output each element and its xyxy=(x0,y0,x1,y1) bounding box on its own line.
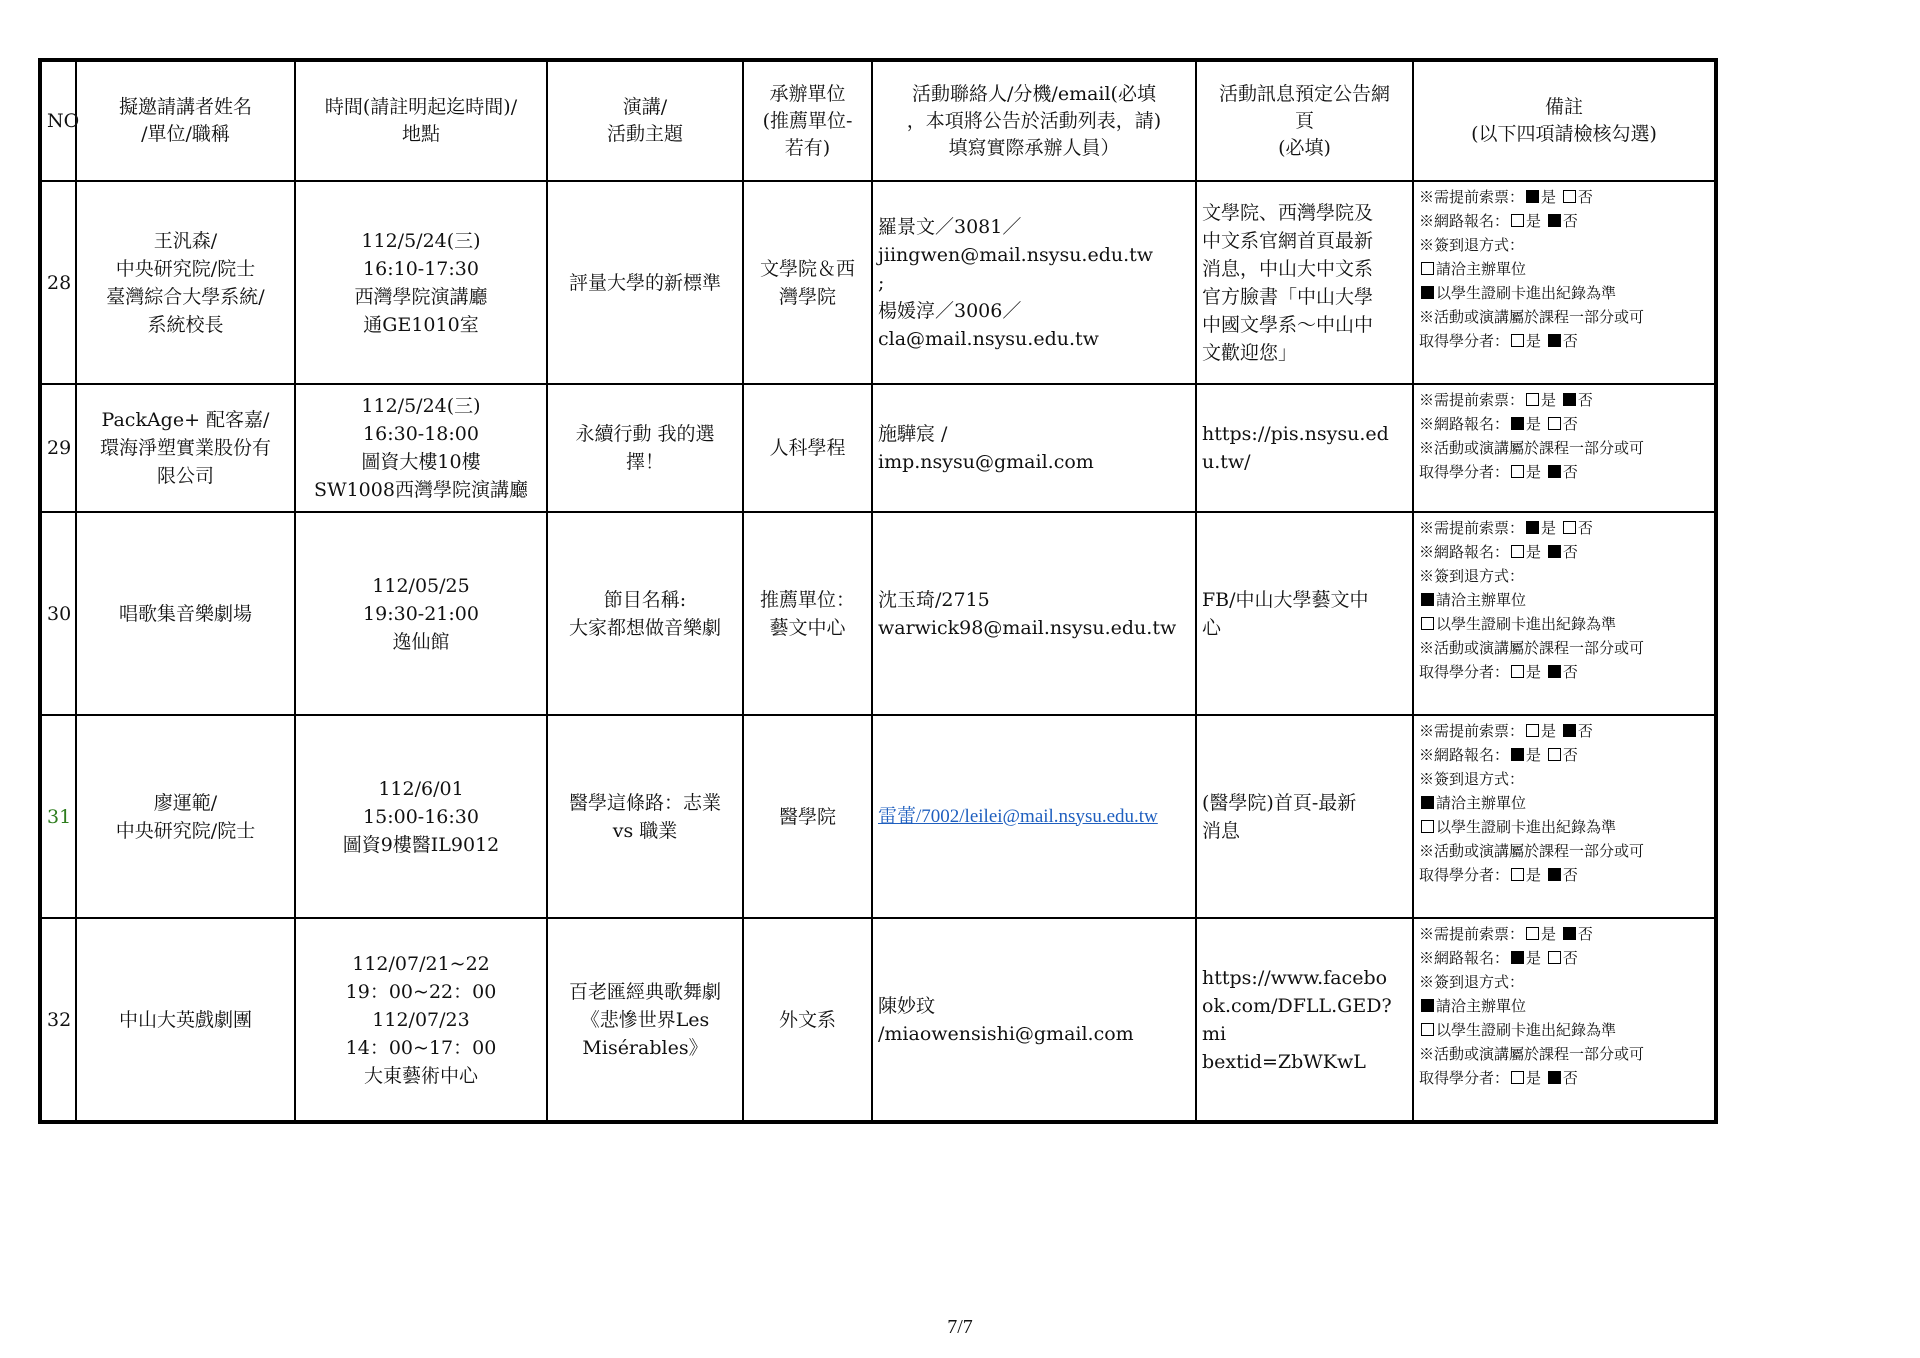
topic-cell xyxy=(547,512,743,715)
topic-cell xyxy=(547,715,743,918)
header-org xyxy=(743,60,872,181)
no-label: 否 xyxy=(1577,722,1593,740)
page-number: 7/7 xyxy=(947,1316,973,1338)
row-number: 28 xyxy=(40,181,76,384)
credit-label: 取得學分者： xyxy=(1419,463,1510,481)
speaker-cell xyxy=(76,384,295,512)
text-line: 臺灣綜合大學系統/ xyxy=(106,285,265,308)
yes-label: 是 xyxy=(1526,543,1542,561)
ticket-label: ※需提前索票： xyxy=(1419,722,1525,740)
signin-label: ※簽到退方式： xyxy=(1419,236,1525,254)
online-no-checkbox[interactable] xyxy=(1548,545,1561,558)
speaker-cell xyxy=(76,512,295,715)
text-line: jiingwen@mail.nsysu.edu.tw xyxy=(878,243,1154,266)
text-line: /miaowensishi@gmail.com xyxy=(878,1022,1134,1045)
text-line: SW1008西灣學院演講廳 xyxy=(314,479,528,501)
text-line: 中文系官網首頁最新 xyxy=(1202,229,1374,252)
online-registration-line xyxy=(1419,412,1709,436)
text-line: 文學院＆西 xyxy=(759,257,855,280)
card-label: 以學生證刷卡進出紀錄為準 xyxy=(1436,615,1617,633)
text-line: 填寫實際承辦人員） xyxy=(948,136,1120,159)
remarks-checklist xyxy=(1413,918,1716,1122)
ticket-yes-checkbox[interactable] xyxy=(1526,393,1539,406)
no-label: 否 xyxy=(1562,543,1578,561)
ticket-no-checkbox[interactable] xyxy=(1563,927,1576,940)
no-label: 否 xyxy=(1562,866,1578,884)
speaker-cell xyxy=(76,918,295,1122)
online-yes-checkbox[interactable] xyxy=(1511,214,1524,227)
text-line: 中央研究院/院士 xyxy=(115,257,256,280)
text-line: 節目名稱: xyxy=(603,588,687,611)
header-topic xyxy=(547,60,743,181)
speaker-cell xyxy=(76,181,295,384)
online-yes-checkbox[interactable] xyxy=(1511,417,1524,430)
signin-card-line xyxy=(1419,612,1709,636)
text-line: ，本項將公告於活動列表，請) xyxy=(906,109,1162,132)
credit-label: ※活動或演講屬於課程一部分或可 xyxy=(1419,639,1645,657)
signin-contact-org-line xyxy=(1419,791,1709,815)
ticket-no-checkbox[interactable] xyxy=(1563,190,1576,203)
organizer-cell xyxy=(743,181,872,384)
signin-card-checkbox[interactable] xyxy=(1421,286,1434,299)
ticket-no-checkbox[interactable] xyxy=(1563,393,1576,406)
text-line: 大東藝術中心 xyxy=(363,1064,478,1087)
credit-line xyxy=(1419,839,1709,863)
signin-contact-org-checkbox[interactable] xyxy=(1421,262,1434,275)
text-line: 心 xyxy=(1202,616,1222,639)
text-line: 文學院、西灣學院及 xyxy=(1202,201,1374,224)
online-yes-checkbox[interactable] xyxy=(1511,748,1524,761)
speaker-cell xyxy=(76,715,295,918)
ticket-label: ※需提前索票： xyxy=(1419,519,1525,537)
text-line: 系統校長 xyxy=(147,313,224,336)
yes-label: 是 xyxy=(1526,415,1542,433)
time-location-cell xyxy=(295,384,547,512)
ticket-yes-checkbox[interactable] xyxy=(1526,190,1539,203)
text-line: Misérables》 xyxy=(582,1036,708,1059)
text-line: (醫學院)首頁-最新 xyxy=(1202,791,1357,814)
contact-cell xyxy=(872,918,1196,1122)
ticket-no-checkbox[interactable] xyxy=(1563,521,1576,534)
text-line: ok.com/DFLL.GED?mi xyxy=(1202,994,1392,1045)
text-line: 活動主題 xyxy=(606,123,683,145)
text-line: /單位/職稱 xyxy=(141,123,230,145)
ticket-label: ※需提前索票： xyxy=(1419,925,1525,943)
yes-label: 是 xyxy=(1526,212,1542,230)
card-label: 以學生證刷卡進出紀錄為準 xyxy=(1436,284,1617,302)
webpage-cell xyxy=(1196,181,1413,384)
signin-card-checkbox[interactable] xyxy=(1421,1023,1434,1036)
ticket-no-checkbox[interactable] xyxy=(1563,724,1576,737)
remarks-checklist xyxy=(1413,715,1716,918)
text-line: 演講/ xyxy=(622,96,668,118)
no-label: 否 xyxy=(1562,746,1578,764)
ticket-line xyxy=(1419,719,1709,743)
credit-line xyxy=(1419,1042,1709,1066)
remarks-checklist xyxy=(1413,384,1716,512)
yes-label: 是 xyxy=(1541,519,1557,537)
no-label: 否 xyxy=(1577,188,1593,206)
yes-label: 是 xyxy=(1541,188,1557,206)
signin-card-checkbox[interactable] xyxy=(1421,820,1434,833)
time-location-cell xyxy=(295,512,547,715)
text-line: https://www.facebo xyxy=(1202,966,1388,989)
signin-contact-org-line xyxy=(1419,994,1709,1018)
text-line: 藝文中心 xyxy=(769,616,846,639)
online-no-checkbox[interactable] xyxy=(1548,417,1561,430)
signin-card-line xyxy=(1419,1018,1709,1042)
text-line: 逸仙館 xyxy=(392,630,450,653)
text-line: 112/07/23 xyxy=(372,1008,470,1031)
no-label: 否 xyxy=(1562,332,1578,350)
card-label: 以學生證刷卡進出紀錄為準 xyxy=(1436,1021,1617,1039)
text-line: 圖資9樓醫IL9012 xyxy=(342,833,500,856)
credit-label: 取得學分者： xyxy=(1419,866,1510,884)
yes-label: 是 xyxy=(1526,663,1542,681)
text-line: (推薦單位- xyxy=(762,109,853,132)
credit-label: ※活動或演講屬於課程一部分或可 xyxy=(1419,842,1645,860)
text-line: 活動訊息預定公告網 xyxy=(1218,82,1390,105)
signin-contact-org-line xyxy=(1419,588,1709,612)
credit-yes-checkbox[interactable] xyxy=(1511,1071,1524,1084)
no-label: 否 xyxy=(1577,519,1593,537)
text-line: 若有) xyxy=(784,136,831,159)
text-line: 中央研究院/院士 xyxy=(115,819,256,842)
credit-line xyxy=(1419,636,1709,660)
text-line: 圖資大樓10樓 xyxy=(361,451,481,473)
credit-yes-checkbox[interactable] xyxy=(1511,334,1524,347)
online-label: ※網路報名： xyxy=(1419,415,1510,433)
topic-cell xyxy=(547,181,743,384)
text-line: cla@mail.nsysu.edu.tw xyxy=(878,327,1099,350)
online-label: ※網路報名： xyxy=(1419,949,1510,967)
text-line: FB/中山大學藝文中 xyxy=(1202,588,1369,611)
no-label: 否 xyxy=(1577,391,1593,409)
text-line: 擬邀請講者姓名 xyxy=(118,96,252,118)
text-line: 中山大英戲劇團 xyxy=(118,1008,252,1031)
credit-label: ※活動或演講屬於課程一部分或可 xyxy=(1419,1045,1645,1063)
signin-line xyxy=(1419,767,1709,791)
online-registration-line xyxy=(1419,209,1709,233)
text-line: imp.nsysu@gmail.com xyxy=(878,451,1094,473)
topic-cell xyxy=(547,918,743,1122)
document-sheet xyxy=(38,58,1714,1124)
ticket-line xyxy=(1419,516,1709,540)
no-label: 否 xyxy=(1562,949,1578,967)
text-line: 廖運範/ xyxy=(153,791,218,814)
text-line: 《悲慘世界Les xyxy=(580,1008,710,1031)
ticket-label: ※需提前索票： xyxy=(1419,188,1525,206)
yes-label: 是 xyxy=(1541,722,1557,740)
signin-contact-org-checkbox[interactable] xyxy=(1421,593,1434,606)
text-line: 地點 xyxy=(401,123,440,145)
credit-no-checkbox[interactable] xyxy=(1548,334,1561,347)
online-no-checkbox[interactable] xyxy=(1548,951,1561,964)
organizer-cell xyxy=(743,384,872,512)
yes-label: 是 xyxy=(1526,1069,1542,1087)
no-label: 否 xyxy=(1562,1069,1578,1087)
row-number: 30 xyxy=(40,512,76,715)
online-no-checkbox[interactable] xyxy=(1548,748,1561,761)
online-registration-line xyxy=(1419,540,1709,564)
text-line: PackAge+ 配客嘉/ xyxy=(101,409,270,431)
yes-label: 是 xyxy=(1526,746,1542,764)
credit-label: ※活動或演講屬於課程一部分或可 xyxy=(1419,308,1645,326)
webpage-cell xyxy=(1196,512,1413,715)
time-location-cell xyxy=(295,918,547,1122)
card-label: 以學生證刷卡進出紀錄為準 xyxy=(1436,818,1617,836)
text-line: 消息，中山大中文系 xyxy=(1202,257,1374,280)
webpage-cell xyxy=(1196,715,1413,918)
text-line: 備註 xyxy=(1544,96,1583,118)
time-location-cell xyxy=(295,181,547,384)
contact-email-link[interactable]: 雷蕾/7002/leilei@mail.nsysu.edu.tw xyxy=(878,805,1158,827)
credit-label: 取得學分者： xyxy=(1419,663,1510,681)
credit-yes-checkbox[interactable] xyxy=(1511,868,1524,881)
text-line: (以下四項請檢核勾選) xyxy=(1471,123,1657,145)
text-line: 112/5/24(三) xyxy=(361,229,481,252)
row-number: 29 xyxy=(40,384,76,512)
text-line: 王汎森/ xyxy=(153,229,218,252)
text-line: 評量大學的新標準 xyxy=(568,271,721,294)
header-row xyxy=(40,60,1716,181)
credit-no-checkbox[interactable] xyxy=(1548,1071,1561,1084)
credit-choice-line xyxy=(1419,460,1709,484)
organizer-cell xyxy=(743,715,872,918)
no-label: 否 xyxy=(1577,925,1593,943)
text-line: 永續行動 我的選 xyxy=(575,423,715,445)
text-line: 楊媛淳／3006／ xyxy=(878,299,1022,322)
activity-table xyxy=(38,58,1718,1124)
header-remarks xyxy=(1413,60,1716,181)
signin-contact-org-checkbox[interactable] xyxy=(1421,999,1434,1012)
ticket-line xyxy=(1419,388,1709,412)
text-line: 陳妙玟 xyxy=(878,994,936,1017)
signin-contact-org-checkbox[interactable] xyxy=(1421,796,1434,809)
signin-line xyxy=(1419,970,1709,994)
remarks-checklist xyxy=(1413,512,1716,715)
credit-yes-checkbox[interactable] xyxy=(1511,465,1524,478)
text-line: 承辦單位 xyxy=(769,82,846,105)
text-line: 限公司 xyxy=(156,465,214,487)
organizer-cell xyxy=(743,512,872,715)
yes-label: 是 xyxy=(1526,332,1542,350)
online-label: ※網路報名： xyxy=(1419,746,1510,764)
credit-line xyxy=(1419,436,1709,460)
webpage-cell xyxy=(1196,918,1413,1122)
yes-label: 是 xyxy=(1541,391,1557,409)
text-line: 112/07/21~22 xyxy=(352,952,490,975)
signin-label: ※簽到退方式： xyxy=(1419,973,1525,991)
text-line: bextid=ZbWKwL xyxy=(1202,1050,1366,1073)
header-contact xyxy=(872,60,1196,181)
text-line: 灣學院 xyxy=(778,285,836,308)
text-line: 112/05/25 xyxy=(372,574,470,597)
signin-card-line xyxy=(1419,815,1709,839)
credit-yes-checkbox[interactable] xyxy=(1511,665,1524,678)
no-label: 否 xyxy=(1562,415,1578,433)
row-number: 31 xyxy=(40,715,76,918)
text-line: 沈玉琦/2715 xyxy=(878,588,990,611)
row-number: 32 xyxy=(40,918,76,1122)
text-line: 環海淨塑實業股份有 xyxy=(99,437,271,459)
text-line: 中國文學系～中山中 xyxy=(1202,313,1374,336)
signin-line xyxy=(1419,564,1709,588)
text-line: 羅景文／3081／ xyxy=(878,215,1022,238)
text-line: 推薦單位： xyxy=(759,588,855,611)
signin-card-checkbox[interactable] xyxy=(1421,617,1434,630)
text-line: 活動聯絡人/分機/email(必填 xyxy=(912,82,1156,105)
text-line: 112/6/01 xyxy=(378,777,464,800)
contact-org-label: 請洽主辦單位 xyxy=(1436,260,1527,278)
text-line: 百老匯經典歌舞劇 xyxy=(568,980,721,1003)
table-row xyxy=(40,918,1716,1122)
text-line: 消息 xyxy=(1202,819,1241,842)
credit-label: 取得學分者： xyxy=(1419,1069,1510,1087)
signin-contact-org-line xyxy=(1419,257,1709,281)
text-line: 19：00~22：00 xyxy=(345,980,497,1003)
text-line: 擇！ xyxy=(625,451,664,473)
text-line: 16:10-17:30 xyxy=(363,257,479,280)
online-label: ※網路報名： xyxy=(1419,212,1510,230)
topic-cell xyxy=(547,384,743,512)
online-label: ※網路報名： xyxy=(1419,543,1510,561)
ticket-label: ※需提前索票： xyxy=(1419,391,1525,409)
text-line: 16:30-18:00 xyxy=(363,423,479,445)
contact-cell xyxy=(872,384,1196,512)
text-line: 醫學這條路：志業 xyxy=(568,791,721,814)
text-line: 人科學程 xyxy=(769,437,846,459)
text-line: ; xyxy=(878,271,885,294)
text-line: vs 職業 xyxy=(612,819,678,842)
credit-no-checkbox[interactable] xyxy=(1548,465,1561,478)
signin-card-line xyxy=(1419,281,1709,305)
ticket-yes-checkbox[interactable] xyxy=(1526,521,1539,534)
online-no-checkbox[interactable] xyxy=(1548,214,1561,227)
online-yes-checkbox[interactable] xyxy=(1511,545,1524,558)
signin-line xyxy=(1419,233,1709,257)
organizer-cell xyxy=(743,918,872,1122)
text-line: 西灣學院演講廳 xyxy=(354,285,488,308)
header-webpage xyxy=(1196,60,1413,181)
credit-line xyxy=(1419,305,1709,329)
contact-cell xyxy=(872,181,1196,384)
yes-label: 是 xyxy=(1541,925,1557,943)
credit-label: ※活動或演講屬於課程一部分或可 xyxy=(1419,439,1645,457)
text-line: 唱歌集音樂劇場 xyxy=(118,602,252,625)
credit-no-checkbox[interactable] xyxy=(1548,868,1561,881)
table-row xyxy=(40,512,1716,715)
contact-org-label: 請洽主辦單位 xyxy=(1436,591,1527,609)
table-row xyxy=(40,715,1716,918)
ticket-yes-checkbox[interactable] xyxy=(1526,927,1539,940)
remarks-checklist xyxy=(1413,181,1716,384)
signin-label: ※簽到退方式： xyxy=(1419,567,1525,585)
ticket-line xyxy=(1419,185,1709,209)
text-line: 14：00~17：00 xyxy=(345,1036,497,1059)
online-yes-checkbox[interactable] xyxy=(1511,951,1524,964)
header-no: NO xyxy=(40,60,76,181)
credit-no-checkbox[interactable] xyxy=(1548,665,1561,678)
text-line: 大家都想做音樂劇 xyxy=(568,616,721,639)
webpage-cell xyxy=(1196,384,1413,512)
contact-org-label: 請洽主辦單位 xyxy=(1436,997,1527,1015)
text-line: 醫學院 xyxy=(778,805,836,828)
text-line: 19:30-21:00 xyxy=(363,602,479,625)
no-label: 否 xyxy=(1562,212,1578,230)
text-line: 112/5/24(三) xyxy=(361,395,481,417)
text-line: 文歡迎您」 xyxy=(1202,341,1298,364)
online-registration-line xyxy=(1419,946,1709,970)
text-line: (必填) xyxy=(1278,136,1331,159)
text-line: 外文系 xyxy=(778,1008,836,1031)
credit-choice-line xyxy=(1419,329,1709,353)
text-line: 15:00-16:30 xyxy=(363,805,479,828)
no-label: 否 xyxy=(1562,463,1578,481)
text-line: 施驊宸 / xyxy=(878,423,948,445)
yes-label: 是 xyxy=(1526,949,1542,967)
credit-choice-line xyxy=(1419,660,1709,684)
text-line: warwick98@mail.nsysu.edu.tw xyxy=(878,616,1177,639)
text-line: 時間(請註明起迄時間)/ xyxy=(324,96,518,118)
signin-label: ※簽到退方式： xyxy=(1419,770,1525,788)
credit-choice-line xyxy=(1419,863,1709,887)
ticket-line xyxy=(1419,922,1709,946)
header-time xyxy=(295,60,547,181)
no-label: 否 xyxy=(1562,663,1578,681)
time-location-cell xyxy=(295,715,547,918)
text-line: https://pis.nsysu.edu.tw/ xyxy=(1202,423,1389,473)
credit-choice-line xyxy=(1419,1066,1709,1090)
table-row xyxy=(40,181,1716,384)
header-speaker xyxy=(76,60,295,181)
credit-label: 取得學分者： xyxy=(1419,332,1510,350)
yes-label: 是 xyxy=(1526,463,1542,481)
text-line: 頁 xyxy=(1294,109,1314,132)
online-registration-line xyxy=(1419,743,1709,767)
contact-cell xyxy=(872,715,1196,918)
contact-org-label: 請洽主辦單位 xyxy=(1436,794,1527,812)
text-line: 官方臉書「中山大學 xyxy=(1202,285,1374,308)
table-row xyxy=(40,384,1716,512)
yes-label: 是 xyxy=(1526,866,1542,884)
ticket-yes-checkbox[interactable] xyxy=(1526,724,1539,737)
text-line: 通GE1010室 xyxy=(363,313,479,336)
contact-cell xyxy=(872,512,1196,715)
